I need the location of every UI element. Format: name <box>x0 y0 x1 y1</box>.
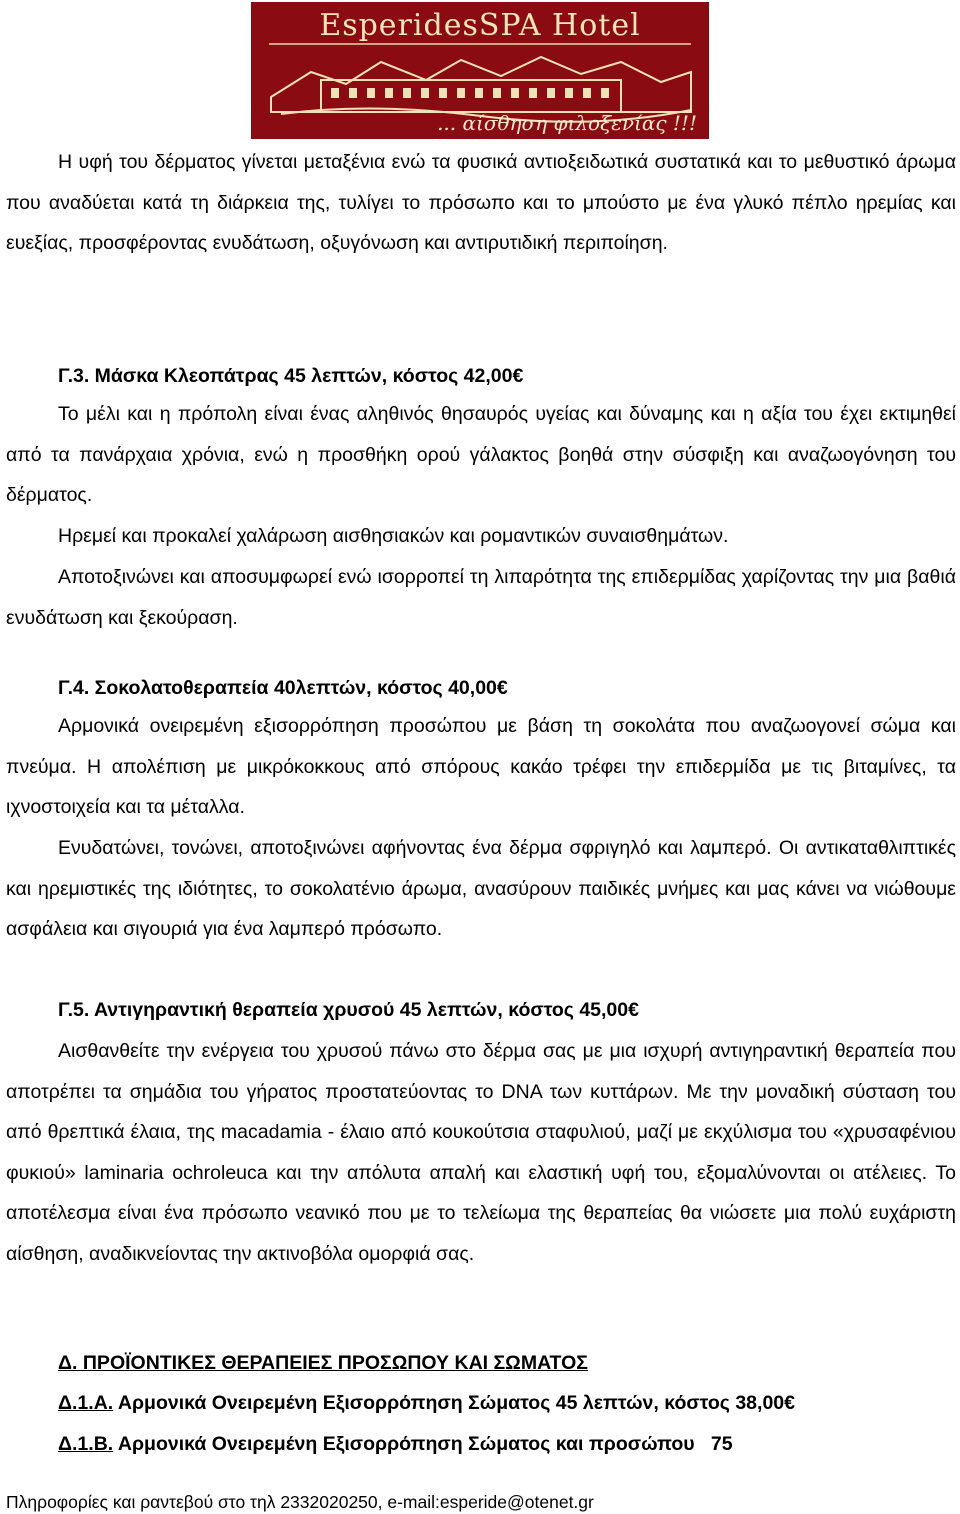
g4-paragraph-1: Αρμονικά ονειρεμένη εξισορρόπηση προσώπου με βάση τη σοκολάτα που αναζωογονεί σώμα και πνεύμα. Η απολέπιση με μικρόκοκκους από σπόρους κακάο τρέφει την επιδερμίδα με τις βιταμίνες, τα ιχνοστοιχεία και τα μέταλλα. <box>6 715 956 819</box>
logo-title: EsperidesSPA Hotel <box>319 8 641 43</box>
intro-paragraph: Η υφή του δέρματος γίνεται μεταξένια ενώ τα φυσικά αντιοξειδωτικά συστατικά και το μεθυστικό άρωμα που αναδύεται κατά τη διάρκεια της, τυλίγει το πρόσωπο και το μπούστο με ένα γλυκό πέπλο ηρεμίας και ευεξίας, προσφέροντας ενυδάτωση, οξυγόνωση και αντιρυτιδική περιποίηση. <box>6 151 956 255</box>
footer-contact: Πληροφορίες και ραντεβού στο τηλ 2332020250, e-mail:esperide@otenet.gr <box>6 1492 594 1512</box>
section-heading-d: Δ. ΠΡΟΪΟΝΤΙΚΕΣ ΘΕΡΑΠΕΙΕΣ ΠΡΟΣΩΠΟΥ ΚΑΙ ΣΩΜΑΤΟΣ <box>58 1352 588 1374</box>
item-d1b <box>58 1433 733 1456</box>
g3-paragraph-3: Αποτοξινώνει και αποσυμφωρεί ενώ ισορροπεί τη λιπαρότητα της επιδερμίδας χαρίζοντας την μια βαθιά ενυδάτωση και ξεκούραση. <box>6 566 956 629</box>
logo-tagline: ... αίσθηση φιλοξενίας !!! <box>437 111 697 135</box>
g5-paragraph-1: Αισθανθείτε την ενέργεια του χρυσού πάνω στο δέρμα σας με μια ισχυρή αντιγηραντική θεραπεία που αποτρέπει τα σημάδια του γήρατος προστατεύοντας το DNA των κυττάρων. Με την μοναδική σύσταση του από θρεπτικά έλαια, της macadamia - έλαιο από κουκούτσια σταφυλιού, μαζί με εκχύλισμα του «χρυσαφένιου φυκιού» laminaria ochroleuca και την απόλυτα απαλή και ελαστική υφή του, εξομαλύνονται οι ατέλειες. Το αποτέλεσμα είναι ένα πρόσωπο νεανικό που με το τελείωμα της θεραπείας θα νιώσετε μια πολύ ευχάριστη αίσθηση, αναδικνείοντας την ακτινοβόλα ομορφιά σας. <box>6 1040 956 1265</box>
g3-paragraph-2: Ηρεμεί και προκαλεί χαλάρωση αισθησιακών και ρομαντικών συναισθημάτων. <box>58 525 729 547</box>
item-d1b-text: Αρμονικά Ονειρεμένη Εξισορρόπηση Σώματος και προσώπου 75 <box>117 1433 733 1455</box>
item-d1a-text: Αρμονικά Ονειρεμένη Εξισορρόπηση Σώματος 45 λεπτών, κόστος 38,00€ <box>117 1392 795 1414</box>
section-heading-g5: Γ.5. Αντιγηραντική θεραπεία χρυσού 45 λεπτών, κόστος 45,00€ <box>58 999 639 1021</box>
item-d1a <box>58 1392 795 1415</box>
hotel-logo <box>251 2 709 139</box>
g3-paragraph-1: Το μέλι και η πρόπολη είναι ένας αληθινός θησαυρός υγείας και δύναμης και η αξία του έχει εκτιμηθεί από τα πανάρχαια χρόνια, ενώ η προσθήκη ορού γάλακτος βοηθά στην σύσφιξη και αναζωογόνηση του δέρματος. <box>6 403 956 507</box>
section-heading-g4: Γ.4. Σοκολατοθεραπεία 40λεπτών, κόστος 40,00€ <box>58 677 508 699</box>
item-d1b-code: Δ.1.Β. <box>58 1433 114 1455</box>
item-d1a-code: Δ.1.Α. <box>58 1392 114 1414</box>
section-heading-g3: Γ.3. Μάσκα Κλεοπάτρας 45 λεπτών, κόστος 42,00€ <box>58 365 524 387</box>
g4-paragraph-2: Ενυδατώνει, τονώνει, αποτοξινώνει αφήνοντας ένα δέρμα σφριγηλό και λαμπερό. Οι αντικαταθλιπτικές και ηρεμιστικές της ιδιότητες, το σοκολατένιο άρωμα, ανασύρουν παιδικές μνήμες και μας κάνει να νιώθουμε ασφάλεια και σιγουριά για ένα λαμπερό πρόσωπο. <box>6 837 956 941</box>
